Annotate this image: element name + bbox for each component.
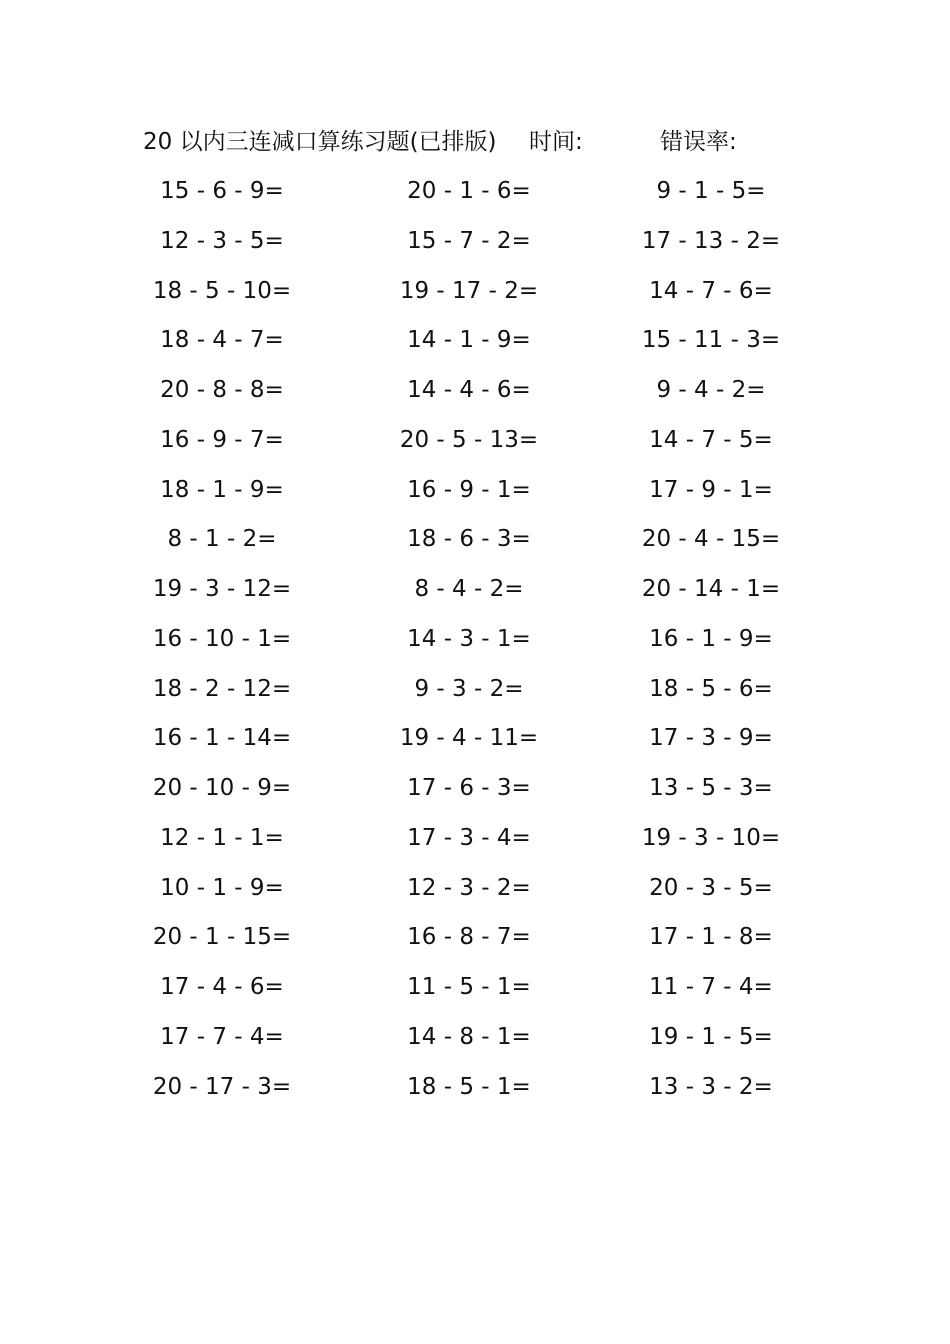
math-problem: 18 - 2 - 12=: [152, 675, 292, 702]
math-problem: 18 - 5 - 10=: [152, 277, 292, 304]
math-problem: 20 - 3 - 5=: [649, 874, 773, 901]
math-problem: 17 - 7 - 4=: [160, 1023, 284, 1050]
math-problem: 20 - 17 - 3=: [152, 1073, 292, 1100]
math-problem: 14 - 8 - 1=: [407, 1023, 531, 1050]
math-problem: 8 - 4 - 2=: [414, 576, 524, 602]
math-problem: 11 - 7 - 4=: [649, 974, 773, 1000]
math-problem: 17 - 3 - 9=: [649, 725, 773, 752]
math-problem: 19 - 17 - 2=: [399, 277, 539, 304]
math-problem: 16 - 8 - 7=: [407, 924, 531, 951]
math-problem: 20 - 1 - 15=: [152, 924, 292, 951]
worksheet-title: 20 以内三连减口算练习题(已排版): [143, 129, 497, 155]
math-problem: 9 - 1 - 5=: [656, 178, 766, 204]
math-problem: 17 - 4 - 6=: [160, 974, 284, 1000]
math-problem: 14 - 4 - 6=: [407, 377, 531, 403]
math-problem: 20 - 1 - 6=: [407, 178, 531, 204]
math-problem: 9 - 3 - 2=: [414, 675, 524, 702]
math-problem: 16 - 10 - 1=: [152, 625, 292, 652]
math-problem: 17 - 13 - 2=: [641, 227, 781, 254]
time-label: 时间:: [529, 129, 583, 155]
math-problem: 20 - 14 - 1=: [641, 576, 781, 602]
math-problem: 13 - 3 - 2=: [649, 1073, 773, 1100]
math-problem: 20 - 8 - 8=: [160, 377, 284, 403]
math-problem: 17 - 6 - 3=: [407, 775, 531, 801]
math-problem: 15 - 7 - 2=: [407, 227, 531, 254]
math-problem: 12 - 1 - 1=: [160, 824, 284, 851]
math-problem: 16 - 1 - 9=: [649, 625, 773, 652]
math-problem: 12 - 3 - 2=: [407, 874, 531, 901]
math-problem: 9 - 4 - 2=: [656, 377, 766, 403]
math-problem: 17 - 1 - 8=: [649, 924, 773, 951]
math-problem: 17 - 9 - 1=: [649, 476, 773, 503]
math-problem: 16 - 9 - 1=: [407, 476, 531, 503]
math-problem: 19 - 3 - 12=: [152, 576, 292, 602]
math-problem: 8 - 1 - 2=: [167, 526, 277, 553]
math-problem: 19 - 3 - 10=: [641, 824, 781, 851]
math-problem: 19 - 1 - 5=: [649, 1023, 773, 1050]
math-problem: 17 - 3 - 4=: [407, 824, 531, 851]
math-problem: 20 - 5 - 13=: [399, 426, 539, 453]
math-problem: 18 - 5 - 6=: [649, 675, 773, 702]
error-rate-label: 错误率:: [660, 129, 737, 155]
math-problem: 14 - 7 - 5=: [649, 426, 773, 453]
math-problem: 12 - 3 - 5=: [160, 227, 284, 254]
math-problem: 18 - 1 - 9=: [160, 476, 284, 503]
math-problem: 18 - 5 - 1=: [407, 1073, 531, 1100]
math-problem: 14 - 7 - 6=: [649, 277, 773, 304]
math-problem: 15 - 11 - 3=: [641, 327, 781, 354]
math-problem: 15 - 6 - 9=: [160, 178, 284, 204]
math-problem: 19 - 4 - 11=: [399, 725, 539, 752]
math-problem: 20 - 10 - 9=: [152, 775, 292, 801]
math-problem: 20 - 4 - 15=: [641, 526, 781, 553]
math-problem: 18 - 6 - 3=: [407, 526, 531, 553]
math-problem: 14 - 3 - 1=: [407, 625, 531, 652]
math-problem: 14 - 1 - 9=: [407, 327, 531, 354]
math-problem: 16 - 1 - 14=: [152, 725, 292, 752]
math-problem: 13 - 5 - 3=: [649, 775, 773, 801]
math-problem: 18 - 4 - 7=: [160, 327, 284, 354]
math-problem: 16 - 9 - 7=: [160, 426, 284, 453]
math-problem: 10 - 1 - 9=: [160, 874, 284, 901]
math-problem: 11 - 5 - 1=: [407, 974, 531, 1000]
